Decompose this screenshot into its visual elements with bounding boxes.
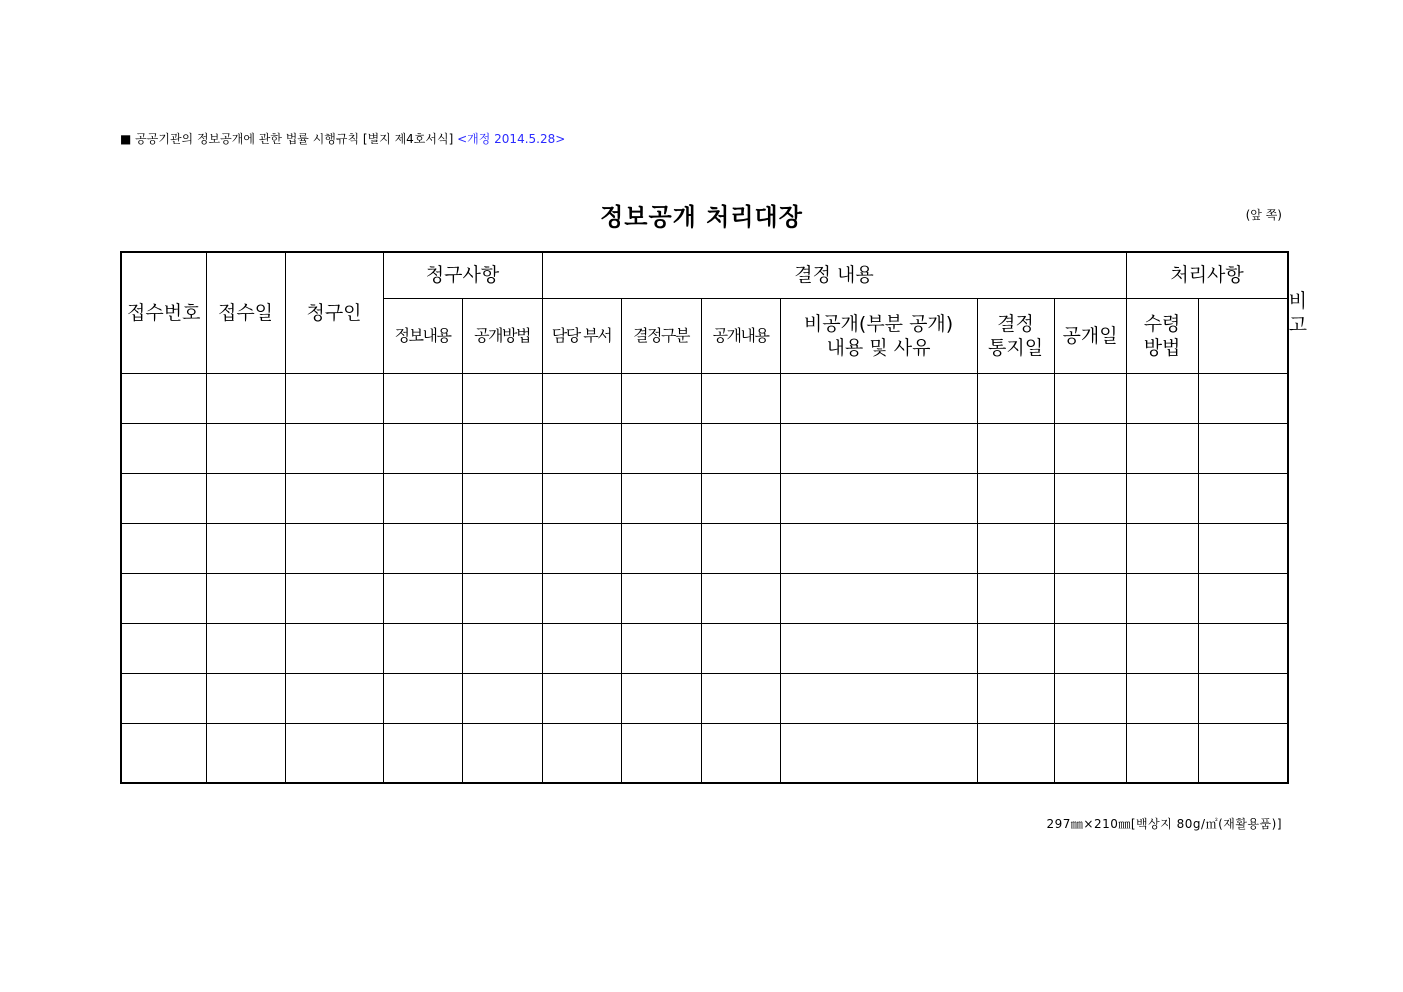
table-cell[interactable] (542, 723, 621, 783)
table-cell[interactable] (285, 473, 383, 523)
table-cell[interactable] (621, 623, 701, 673)
table-cell[interactable] (383, 373, 462, 423)
table-cell[interactable] (1126, 623, 1198, 673)
table-cell[interactable] (780, 473, 977, 523)
header-notice-line1: 결정 (997, 312, 1034, 335)
table-cell[interactable] (1126, 373, 1198, 423)
table-cell[interactable] (621, 723, 701, 783)
table-header-row: 접수번호 접수일 청구인 청구사항 결정 내용 처리사항 비고 (121, 252, 1288, 298)
table-cell[interactable] (1198, 673, 1288, 723)
header-receipt-date: 접수일 (206, 252, 285, 373)
table-cell[interactable] (542, 423, 621, 473)
table-cell[interactable] (701, 673, 780, 723)
form-reference-text: 공공기관의 정보공개에 관한 법률 시행규칙 [별지 제4호서식] (135, 132, 454, 146)
table-cell[interactable] (1054, 473, 1126, 523)
table-row (121, 723, 1288, 783)
table-cell[interactable] (542, 673, 621, 723)
table-cell[interactable] (462, 573, 542, 623)
table-cell[interactable] (383, 473, 462, 523)
header-requester: 청구인 (285, 252, 383, 373)
table-cell[interactable] (780, 573, 977, 623)
header-info-content: 정보내용 (383, 298, 462, 373)
table-cell[interactable] (383, 723, 462, 783)
table-cell[interactable] (462, 723, 542, 783)
table-cell[interactable] (1126, 673, 1198, 723)
header-nondisclosure-line2: 내용 및 사유 (826, 336, 931, 359)
table-row (121, 423, 1288, 473)
header-request-group: 청구사항 (383, 252, 542, 298)
page-side-label: (앞 쪽) (1245, 208, 1282, 222)
table-cell[interactable] (1054, 573, 1126, 623)
table-cell[interactable] (780, 723, 977, 783)
table-cell[interactable] (701, 373, 780, 423)
table-cell[interactable] (977, 573, 1054, 623)
table-cell[interactable] (462, 673, 542, 723)
table-cell[interactable] (780, 373, 977, 423)
table-cell[interactable] (121, 523, 206, 573)
table-cell[interactable] (621, 423, 701, 473)
header-disclosure-method: 공개방법 (462, 298, 542, 373)
table-cell[interactable] (1198, 373, 1288, 423)
table-cell[interactable] (1054, 723, 1126, 783)
table-row (121, 623, 1288, 673)
table-cell[interactable] (285, 423, 383, 473)
table-cell[interactable] (383, 623, 462, 673)
header-disclosure-content: 공개내용 (701, 298, 780, 373)
table-cell[interactable] (977, 423, 1054, 473)
table-cell[interactable] (542, 373, 621, 423)
table-cell[interactable] (462, 373, 542, 423)
table-row (121, 373, 1288, 423)
table-cell[interactable] (1198, 723, 1288, 783)
table-cell[interactable] (462, 623, 542, 673)
table-cell[interactable] (121, 573, 206, 623)
table-row (121, 473, 1288, 523)
table-cell[interactable] (121, 723, 206, 783)
table-cell[interactable] (621, 573, 701, 623)
table-cell[interactable] (206, 373, 285, 423)
table-cell[interactable] (542, 573, 621, 623)
header-receipt-method (1126, 298, 1198, 373)
table-cell[interactable] (542, 523, 621, 573)
table-cell[interactable] (621, 523, 701, 573)
table-cell[interactable] (977, 623, 1054, 673)
header-receipt-no: 접수번호 (121, 252, 206, 373)
table-cell[interactable] (383, 673, 462, 723)
header-disclosure-date: 공개일 (1054, 298, 1126, 373)
table-cell[interactable] (1198, 623, 1288, 673)
table-cell[interactable] (1126, 523, 1198, 573)
page-title: 정보공개 처리대장 (600, 203, 803, 231)
table-row (121, 573, 1288, 623)
table-cell[interactable] (977, 373, 1054, 423)
table-cell[interactable] (206, 573, 285, 623)
table-cell[interactable] (542, 623, 621, 673)
table-cell[interactable] (383, 573, 462, 623)
table-cell[interactable] (701, 473, 780, 523)
header-processing-group: 처리사항 (1126, 252, 1288, 298)
table-cell[interactable] (977, 523, 1054, 573)
header-notice-line2: 통지일 (987, 336, 1044, 359)
table-cell[interactable] (1054, 623, 1126, 673)
table-cell[interactable] (1126, 473, 1198, 523)
table-cell[interactable] (206, 523, 285, 573)
header-decision-notice-date (977, 298, 1054, 373)
table-cell[interactable] (1198, 473, 1288, 523)
table-cell[interactable] (285, 623, 383, 673)
table-cell[interactable] (1126, 423, 1198, 473)
ledger-body (121, 373, 1288, 783)
table-cell[interactable] (206, 673, 285, 723)
table-cell[interactable] (701, 623, 780, 673)
table-cell[interactable] (462, 423, 542, 473)
table-cell[interactable] (121, 673, 206, 723)
table-cell[interactable] (121, 373, 206, 423)
table-cell[interactable] (977, 723, 1054, 783)
table-cell[interactable] (121, 423, 206, 473)
table-cell[interactable] (542, 473, 621, 523)
revision-date: <개정 2014.5.28> (457, 132, 566, 146)
table-cell[interactable] (1126, 573, 1198, 623)
table-cell[interactable] (701, 723, 780, 783)
header-decision-group: 결정 내용 (542, 252, 1126, 298)
table-cell[interactable] (206, 723, 285, 783)
table-cell[interactable] (206, 473, 285, 523)
table-cell[interactable] (1198, 423, 1288, 473)
table-cell[interactable] (1054, 373, 1126, 423)
table-cell[interactable] (1198, 523, 1288, 573)
paper-spec-footer: 297㎜×210㎜[백상지 80g/㎡(재활용품)] (1046, 817, 1282, 831)
table-cell[interactable] (1126, 723, 1198, 783)
table-cell[interactable] (285, 673, 383, 723)
table-cell[interactable] (621, 673, 701, 723)
table-cell[interactable] (701, 573, 780, 623)
header-department: 담당 부서 (542, 298, 621, 373)
ledger-table (120, 251, 1307, 784)
table-cell[interactable] (462, 523, 542, 573)
header-decision-type: 결정구분 (621, 298, 701, 373)
table-cell[interactable] (206, 423, 285, 473)
bullet-icon: ■ (120, 132, 132, 146)
table-cell[interactable] (621, 473, 701, 523)
table-cell[interactable] (285, 723, 383, 783)
header-receipt-line1: 수령 (1143, 312, 1181, 335)
table-cell[interactable] (383, 423, 462, 473)
table-row (121, 523, 1288, 573)
table-cell[interactable] (621, 373, 701, 423)
table-cell[interactable] (977, 473, 1054, 523)
table-cell[interactable] (1054, 423, 1126, 473)
table-row (121, 673, 1288, 723)
table-cell[interactable] (121, 623, 206, 673)
header-receipt-line2: 방법 (1143, 336, 1181, 359)
table-cell[interactable] (285, 523, 383, 573)
table-cell[interactable] (780, 673, 977, 723)
table-cell[interactable] (285, 573, 383, 623)
table-cell[interactable] (462, 473, 542, 523)
table-cell[interactable] (1054, 523, 1126, 573)
form-reference-note (120, 130, 565, 148)
table-cell[interactable] (121, 473, 206, 523)
table-cell[interactable] (780, 523, 977, 573)
table-cell[interactable] (206, 623, 285, 673)
header-nondisclosure-line1: 비공개(부분 공개) (803, 312, 954, 335)
table-cell[interactable] (1198, 573, 1288, 623)
table-cell[interactable] (285, 373, 383, 423)
table-cell[interactable] (1054, 673, 1126, 723)
table-cell[interactable] (780, 623, 977, 673)
table-cell[interactable] (780, 423, 977, 473)
header-nondisclosure-reason (780, 298, 977, 373)
table-cell[interactable] (701, 423, 780, 473)
table-cell[interactable] (701, 523, 780, 573)
table-cell[interactable] (383, 523, 462, 573)
table-cell[interactable] (977, 673, 1054, 723)
